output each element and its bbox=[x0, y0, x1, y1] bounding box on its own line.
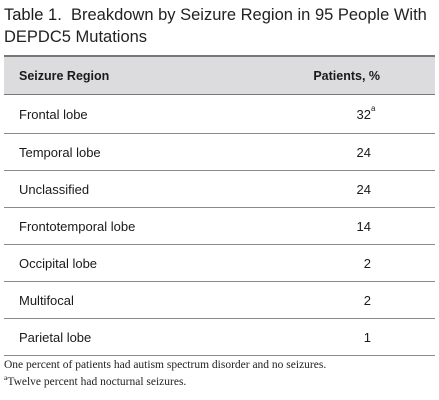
table-row bbox=[4, 171, 435, 208]
row-patients-value bbox=[356, 103, 376, 122]
footnote-a-text: Twelve percent had nocturnal seizures. bbox=[7, 376, 187, 388]
row-region: Occipital lobe bbox=[4, 245, 220, 282]
header-patients-percent: Patients, % bbox=[220, 57, 436, 95]
table-row bbox=[4, 319, 435, 356]
row-region: Parietal lobe bbox=[4, 319, 220, 356]
row-patients: 14 bbox=[220, 208, 436, 245]
row-region: Temporal lobe bbox=[4, 134, 220, 171]
row-patients-number: 32 bbox=[356, 106, 371, 122]
footnote-general: One percent of patients had autism spectrum disorder and no seizures. bbox=[4, 359, 327, 371]
footnote-a bbox=[4, 374, 435, 391]
row-patients: 2 bbox=[220, 282, 436, 319]
table-number: Table 1. bbox=[4, 6, 62, 24]
row-region: Multifocal bbox=[4, 282, 220, 319]
row-patients: 24 bbox=[220, 134, 436, 171]
table-row bbox=[4, 95, 435, 134]
table-title: Breakdown by Seizure Region in 95 People With DEPDC5 Mutations bbox=[4, 6, 427, 46]
header-seizure-region: Seizure Region bbox=[4, 57, 220, 95]
row-patients bbox=[220, 95, 436, 134]
row-patients: 24 bbox=[220, 171, 436, 208]
table-row bbox=[4, 134, 435, 171]
table-row bbox=[4, 282, 435, 319]
data-table-container bbox=[4, 57, 435, 356]
row-region: Unclassified bbox=[4, 171, 220, 208]
footnote-marker: a bbox=[371, 103, 376, 113]
table-caption bbox=[4, 4, 434, 48]
seizure-region-table bbox=[4, 57, 435, 356]
row-patients: 1 bbox=[220, 319, 436, 356]
table-footnotes bbox=[4, 357, 435, 391]
table-row bbox=[4, 245, 435, 282]
row-patients: 2 bbox=[220, 245, 436, 282]
footnote-a-marker: a bbox=[4, 373, 8, 383]
row-region: Frontotemporal lobe bbox=[4, 208, 220, 245]
table-row bbox=[4, 208, 435, 245]
row-region: Frontal lobe bbox=[4, 95, 220, 134]
table-header-row bbox=[4, 57, 435, 95]
